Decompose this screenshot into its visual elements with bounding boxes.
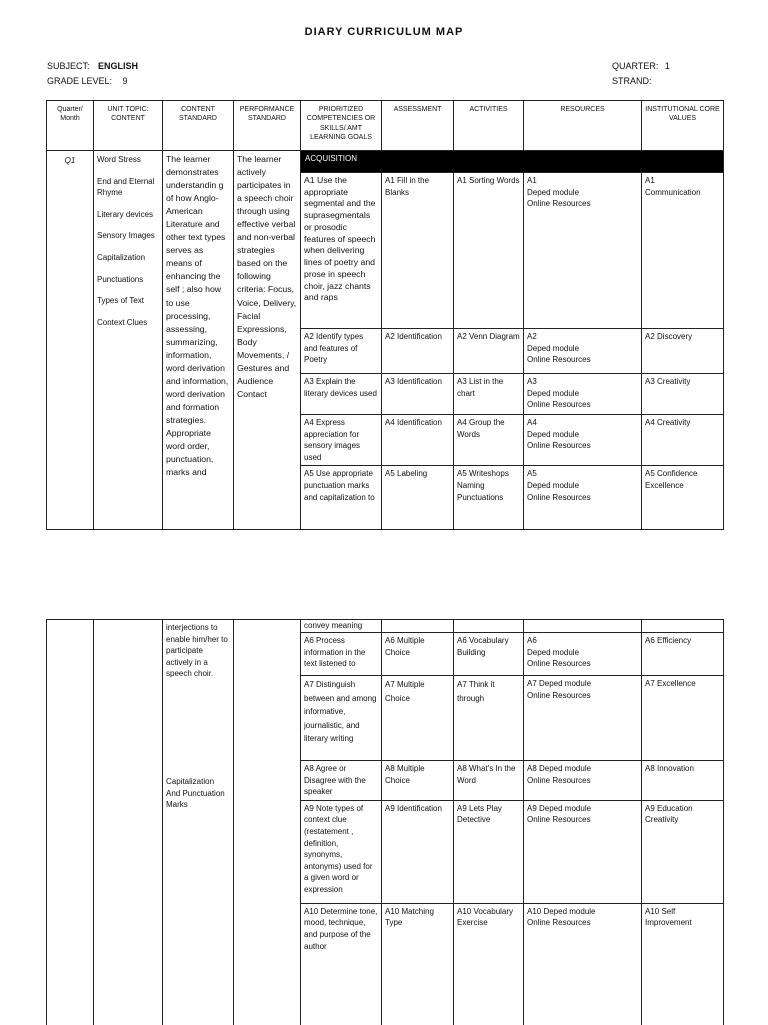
core-values-cell xyxy=(642,620,724,633)
quarter-line xyxy=(612,61,670,71)
resource-line: Deped module xyxy=(527,388,638,400)
resource-line: Online Resources xyxy=(527,775,638,787)
unit-topic-item: End and Eternal Rhyme xyxy=(97,176,159,199)
quarter-value: 1 xyxy=(665,61,670,71)
core-values-cell xyxy=(642,173,724,329)
strand-label: STRAND: xyxy=(612,76,652,86)
resource-line: Online Resources xyxy=(527,198,638,210)
grade-label: GRADE LEVEL: xyxy=(47,76,112,86)
assessment-cell xyxy=(382,620,454,633)
resources-cell xyxy=(524,633,642,676)
resources-cell xyxy=(524,800,642,903)
resources-cell xyxy=(524,761,642,801)
competency-cell: convey meaning xyxy=(301,620,382,633)
header-competencies: PRIORITIZED COMPETENCIES OR SKILLS/ AMT LEARNING GOALS xyxy=(301,101,382,151)
resource-line: Deped module xyxy=(527,187,638,199)
assessment-cell: A3 Identification xyxy=(382,374,454,415)
competency-cell: A4 Express appreciation for sensory images used xyxy=(301,415,382,466)
activities-cell: A8 What's In the Word xyxy=(454,761,524,801)
header-resources: RESOURCES xyxy=(524,101,642,151)
resource-line: A2 xyxy=(527,331,638,343)
curriculum-table-page1 xyxy=(46,100,724,530)
activities-cell: A9 Lets Play Detective xyxy=(454,800,524,903)
grade-line xyxy=(47,76,128,86)
activities-cell xyxy=(454,620,524,633)
unit-topic-item: Sensory Images xyxy=(97,230,159,242)
assessment-cell: A7 Multiple Choice xyxy=(382,676,454,761)
quarter-label: QUARTER: xyxy=(612,61,658,71)
activities-cell: A3 List in the chart xyxy=(454,374,524,415)
unit-topic-cell-cont xyxy=(94,620,163,1025)
assessment-cell: A8 Multiple Choice xyxy=(382,761,454,801)
content-standard-continued: interjections to enable him/her to participate actively in a speech choir. xyxy=(166,622,230,680)
activities-cell: A5 Writeshops Naming Punctuations xyxy=(454,466,524,530)
resource-line: A7 Deped module xyxy=(527,678,638,690)
unit-topic-item: Literary devices xyxy=(97,209,159,221)
assessment-cell: A1 Fill in the Blanks xyxy=(382,173,454,329)
resource-line: Deped module xyxy=(527,343,638,355)
resources-cell xyxy=(524,676,642,761)
resource-line: A8 Deped module xyxy=(527,763,638,775)
resource-line: Online Resources xyxy=(527,814,638,826)
competency-cell: A3 Explain the literary devices used xyxy=(301,374,382,415)
resource-line: A5 xyxy=(527,468,638,480)
value-line: Communication xyxy=(645,187,720,199)
resource-line: Online Resources xyxy=(527,354,638,366)
competency-cell: A5 Use appropriate punctuation marks and capitalization to xyxy=(301,466,382,530)
core-values-cell: A3 Creativity xyxy=(642,374,724,415)
resource-line: A10 Deped module xyxy=(527,906,638,918)
header-core-values: INSTITUTIONAL CORE VALUES xyxy=(642,101,724,151)
unit-topic-cell xyxy=(94,151,163,530)
core-values-cell: A6 Efficiency xyxy=(642,633,724,676)
competency-cell: A7 Distinguish between and among informative, journalistic, and literary writing xyxy=(301,676,382,761)
core-values-cell: A10 Self Improvement xyxy=(642,903,724,1025)
header-activities: ACTIVITIES xyxy=(454,101,524,151)
resources-cell xyxy=(524,903,642,1025)
competency-cell: A1 Use the appropriate segmental and the suprasegmentals or prosodic features of speech when delivering lines of poetry and prose in speech choir, jazz chants and raps xyxy=(301,173,382,329)
strand-line xyxy=(612,76,656,86)
core-values-cell: A5 Confidence Excellence xyxy=(642,466,724,530)
competency-cell: A9 Note types of context clue (restatement , definition, synonyms, antonyms) used for a given word or expression xyxy=(301,800,382,903)
resource-line: Online Resources xyxy=(527,492,638,504)
resource-line: A6 xyxy=(527,635,638,647)
header-unit-topic: UNIT TOPIC: CONTENT xyxy=(94,101,163,151)
resource-line: Online Resources xyxy=(527,690,638,702)
activities-cell: A6 Vocabulary Building xyxy=(454,633,524,676)
continuation-row xyxy=(47,620,724,633)
resource-line: Online Resources xyxy=(527,399,638,411)
grade-value: 9 xyxy=(123,76,128,86)
assessment-cell: A10 Matching Type xyxy=(382,903,454,1025)
performance-standard-cell-cont xyxy=(234,620,301,1025)
core-values-cell: A8 Innovation xyxy=(642,761,724,801)
resource-line: Online Resources xyxy=(527,440,638,452)
document-title: DIARY CURRICULUM MAP xyxy=(0,26,768,38)
competency-cell: A10 Determine tone, mood, technique, and purpose of the author xyxy=(301,903,382,1025)
core-values-cell: A9 Education Creativity xyxy=(642,800,724,903)
acquisition-label: ACQUISITION xyxy=(301,151,724,173)
content-standard-cell-cont xyxy=(163,620,234,1025)
unit-topic-item: Capitalization xyxy=(97,252,159,264)
performance-standard-cell: The learner actively participates in a speech choir through using effective verbal and non-verbal strategies based on the following criteria: Focus, Voice, Delivery, Facial Expressions, Body Movements, / Gestures and Audience Contact xyxy=(234,151,301,530)
unit-topic-item: Word Stress xyxy=(97,154,159,166)
resource-line: Online Resources xyxy=(527,917,638,929)
header-performance-standard: PERFORMANCE STANDARD xyxy=(234,101,301,151)
content-standard-capitalization: Capitalization And Punctuation Marks xyxy=(166,776,230,811)
curriculum-table-page2 xyxy=(46,619,724,1025)
activities-cell: A4 Group the Words xyxy=(454,415,524,466)
resources-cell xyxy=(524,415,642,466)
activities-cell: A7 Think it through xyxy=(454,676,524,761)
resources-cell xyxy=(524,173,642,329)
resources-cell xyxy=(524,620,642,633)
core-values-cell: A2 Discovery xyxy=(642,329,724,374)
resources-cell xyxy=(524,329,642,374)
assessment-cell: A4 Identification xyxy=(382,415,454,466)
resource-line: A3 xyxy=(527,376,638,388)
activities-cell: A10 Vocabulary Exercise xyxy=(454,903,524,1025)
competency-cell: A6 Process information in the text listened to xyxy=(301,633,382,676)
header-quarter: Quarter/ Month xyxy=(47,101,94,151)
subject-label: SUBJECT: xyxy=(47,61,90,71)
resource-line: A9 Deped module xyxy=(527,803,638,815)
content-standard-cell: The learner demonstrates understandin g of how Anglo-American Literature and other text types serves as means of enhancing the self ; also how to use processing, assessing, summarizing, information, word derivation and information, word derivation and formation strategies. Appropriate word order, punctuation, marks and xyxy=(163,151,234,530)
assessment-cell: A5 Labeling xyxy=(382,466,454,530)
resource-line: Online Resources xyxy=(527,658,638,670)
resource-line: A1 xyxy=(527,175,638,187)
assessment-cell: A2 Identification xyxy=(382,329,454,374)
assessment-cell: A6 Multiple Choice xyxy=(382,633,454,676)
subject-line xyxy=(47,61,138,71)
header-content-standard: CONTENT STANDARD xyxy=(163,101,234,151)
resources-cell xyxy=(524,466,642,530)
acquisition-row xyxy=(47,151,724,173)
resource-line: Deped module xyxy=(527,429,638,441)
value-line: A1 xyxy=(645,175,720,187)
resource-line: Deped module xyxy=(527,647,638,659)
unit-topic-item: Context Clues xyxy=(97,317,159,329)
quarter-cell-cont xyxy=(47,620,94,1025)
subject-value: ENGLISH xyxy=(98,61,138,71)
activities-cell: A1 Sorting Words xyxy=(454,173,524,329)
competency-cell: A2 Identify types and features of Poetry xyxy=(301,329,382,374)
activities-cell: A2 Venn Diagram xyxy=(454,329,524,374)
resource-line: Deped module xyxy=(527,480,638,492)
assessment-cell: A9 Identification xyxy=(382,800,454,903)
core-values-cell: A7 Excellence xyxy=(642,676,724,761)
resources-cell xyxy=(524,374,642,415)
quarter-cell: Q1 xyxy=(47,151,94,530)
resource-line: A4 xyxy=(527,417,638,429)
competency-cell: A8 Agree or Disagree with the speaker xyxy=(301,761,382,801)
header-assessment: ASSESSMENT xyxy=(382,101,454,151)
unit-topic-item: Punctuations xyxy=(97,274,159,286)
unit-topic-item: Types of Text xyxy=(97,295,159,307)
header-row xyxy=(47,101,724,151)
core-values-cell: A4 Creativity xyxy=(642,415,724,466)
